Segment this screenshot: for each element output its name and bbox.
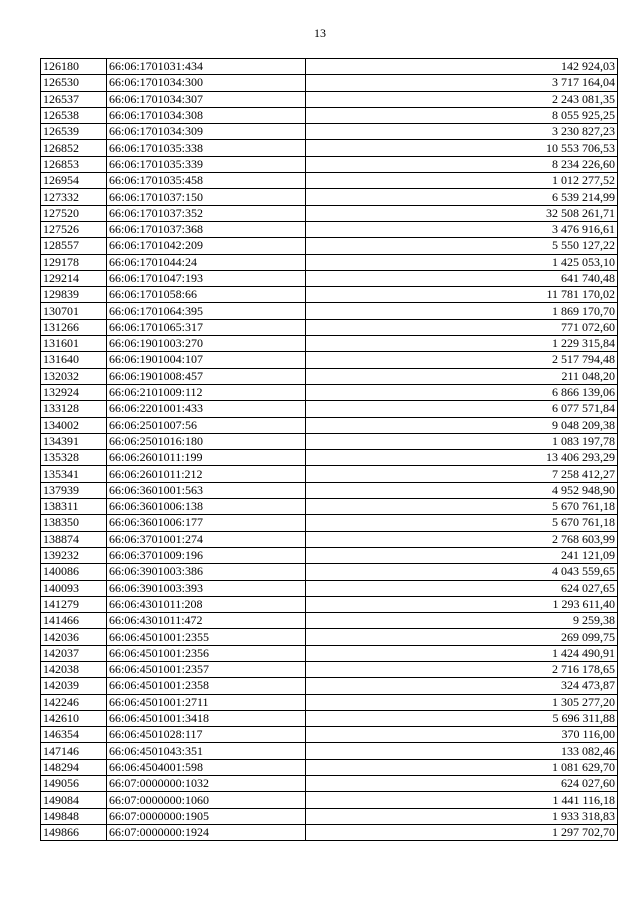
- table-row: [41, 75, 618, 91]
- table-row: [41, 189, 618, 205]
- table-row: [41, 645, 618, 661]
- cadastral-number-cell: 66:06:1701065:317: [107, 319, 306, 335]
- table-row: [41, 303, 618, 319]
- cadastral-number-cell: 66:06:1901003:270: [107, 336, 306, 352]
- table-row: [41, 547, 618, 563]
- row-id-cell: 131601: [41, 336, 107, 352]
- cadastral-number-cell: 66:06:4501001:2358: [107, 678, 306, 694]
- cadastral-number-cell: 66:06:1701035:458: [107, 173, 306, 189]
- value-cell: 1 441 116,18: [306, 792, 618, 808]
- row-id-cell: 149848: [41, 808, 107, 824]
- table-row: [41, 140, 618, 156]
- value-cell: 1 297 702,70: [306, 824, 618, 840]
- value-cell: 5 550 127,22: [306, 238, 618, 254]
- cadastral-number-cell: 66:07:0000000:1924: [107, 824, 306, 840]
- cadastral-number-cell: 66:06:1701034:307: [107, 91, 306, 107]
- row-id-cell: 127526: [41, 221, 107, 237]
- value-cell: 2 243 081,35: [306, 91, 618, 107]
- value-cell: 4 043 559,65: [306, 564, 618, 580]
- cadastral-number-cell: 66:06:4501043:351: [107, 743, 306, 759]
- cadastral-number-cell: 66:06:3601006:138: [107, 499, 306, 515]
- value-cell: 269 099,75: [306, 629, 618, 645]
- table-row: [41, 564, 618, 580]
- value-cell: 2 716 178,65: [306, 661, 618, 677]
- table-row: [41, 352, 618, 368]
- cadastral-number-cell: 66:06:1701064:395: [107, 303, 306, 319]
- cadastral-number-cell: 66:06:1701044:24: [107, 254, 306, 270]
- row-id-cell: 133128: [41, 401, 107, 417]
- row-id-cell: 147146: [41, 743, 107, 759]
- cadastral-number-cell: 66:06:1701058:66: [107, 287, 306, 303]
- row-id-cell: 129214: [41, 270, 107, 286]
- table-row: [41, 727, 618, 743]
- row-id-cell: 126538: [41, 107, 107, 123]
- row-id-cell: 132032: [41, 368, 107, 384]
- row-id-cell: 140093: [41, 580, 107, 596]
- table-row: [41, 694, 618, 710]
- value-cell: 5 696 311,88: [306, 710, 618, 726]
- cadastral-number-cell: 66:06:1701034:308: [107, 107, 306, 123]
- value-cell: 8 055 925,25: [306, 107, 618, 123]
- cadastral-number-cell: 66:06:2101009:112: [107, 384, 306, 400]
- table-row: [41, 59, 618, 75]
- value-cell: 211 048,20: [306, 368, 618, 384]
- table-row: [41, 450, 618, 466]
- cadastral-number-cell: 66:06:4501001:2355: [107, 629, 306, 645]
- row-id-cell: 132924: [41, 384, 107, 400]
- row-id-cell: 149866: [41, 824, 107, 840]
- row-id-cell: 127332: [41, 189, 107, 205]
- cadastral-number-cell: 66:06:1701031:434: [107, 59, 306, 75]
- table-row: [41, 205, 618, 221]
- value-cell: 2 517 794,48: [306, 352, 618, 368]
- value-cell: 5 670 761,18: [306, 499, 618, 515]
- cadastral-number-cell: 66:06:4501001:2356: [107, 645, 306, 661]
- value-cell: 10 553 706,53: [306, 140, 618, 156]
- row-id-cell: 142610: [41, 710, 107, 726]
- table-row: [41, 629, 618, 645]
- cadastral-number-cell: 66:06:1701042:209: [107, 238, 306, 254]
- cadastral-number-cell: 66:06:2601011:212: [107, 466, 306, 482]
- table-row: [41, 499, 618, 515]
- value-cell: 6 077 571,84: [306, 401, 618, 417]
- value-cell: 771 072,60: [306, 319, 618, 335]
- value-cell: 2 768 603,99: [306, 531, 618, 547]
- cadastral-number-cell: 66:07:0000000:1905: [107, 808, 306, 824]
- table-row: [41, 270, 618, 286]
- table-row: [41, 91, 618, 107]
- row-id-cell: 142037: [41, 645, 107, 661]
- cadastral-number-cell: 66:06:3901003:386: [107, 564, 306, 580]
- row-id-cell: 138311: [41, 499, 107, 515]
- value-cell: 1 425 053,10: [306, 254, 618, 270]
- row-id-cell: 130701: [41, 303, 107, 319]
- table-row: [41, 661, 618, 677]
- table-row: [41, 824, 618, 840]
- cadastral-number-cell: 66:06:3901003:393: [107, 580, 306, 596]
- row-id-cell: 149084: [41, 792, 107, 808]
- row-id-cell: 148294: [41, 759, 107, 775]
- row-id-cell: 138874: [41, 531, 107, 547]
- value-cell: 324 473,87: [306, 678, 618, 694]
- value-cell: 1 933 318,83: [306, 808, 618, 824]
- value-cell: 6 539 214,99: [306, 189, 618, 205]
- cadastral-number-cell: 66:06:4501028:117: [107, 727, 306, 743]
- row-id-cell: 139232: [41, 547, 107, 563]
- value-cell: 1 081 629,70: [306, 759, 618, 775]
- table-row: [41, 368, 618, 384]
- cadastral-number-cell: 66:06:1701037:368: [107, 221, 306, 237]
- cadastral-number-cell: 66:06:2501016:180: [107, 433, 306, 449]
- cadastral-number-cell: 66:06:3701009:196: [107, 547, 306, 563]
- row-id-cell: 149056: [41, 776, 107, 792]
- value-cell: 1 424 490,91: [306, 645, 618, 661]
- row-id-cell: 141466: [41, 613, 107, 629]
- cadastral-number-cell: 66:06:1901004:107: [107, 352, 306, 368]
- row-id-cell: 126954: [41, 173, 107, 189]
- value-cell: 641 740,48: [306, 270, 618, 286]
- row-id-cell: 129178: [41, 254, 107, 270]
- table-row: [41, 710, 618, 726]
- table-body: [41, 59, 618, 841]
- table-row: [41, 808, 618, 824]
- cadastral-number-cell: 66:07:0000000:1032: [107, 776, 306, 792]
- table-row: [41, 336, 618, 352]
- value-cell: 1 229 315,84: [306, 336, 618, 352]
- cadastral-number-cell: 66:06:1701037:352: [107, 205, 306, 221]
- value-cell: 1 012 277,52: [306, 173, 618, 189]
- row-id-cell: 128557: [41, 238, 107, 254]
- cadastral-number-cell: 66:06:1701035:338: [107, 140, 306, 156]
- table-row: [41, 613, 618, 629]
- value-cell: 13 406 293,29: [306, 450, 618, 466]
- value-cell: 3 230 827,23: [306, 124, 618, 140]
- table-row: [41, 433, 618, 449]
- cadastral-number-cell: 66:06:4301011:208: [107, 596, 306, 612]
- row-id-cell: 126853: [41, 156, 107, 172]
- cadastral-number-cell: 66:07:0000000:1060: [107, 792, 306, 808]
- value-cell: 1 869 170,70: [306, 303, 618, 319]
- value-cell: 133 082,46: [306, 743, 618, 759]
- row-id-cell: 140086: [41, 564, 107, 580]
- table-row: [41, 482, 618, 498]
- table-row: [41, 466, 618, 482]
- value-cell: 624 027,65: [306, 580, 618, 596]
- cadastral-number-cell: 66:06:3601001:563: [107, 482, 306, 498]
- value-cell: 6 866 139,06: [306, 384, 618, 400]
- cadastral-number-cell: 66:06:3701001:274: [107, 531, 306, 547]
- cadastral-number-cell: 66:06:1901008:457: [107, 368, 306, 384]
- cadastral-number-cell: 66:06:1701034:300: [107, 75, 306, 91]
- table-row: [41, 107, 618, 123]
- value-cell: 241 121,09: [306, 547, 618, 563]
- row-id-cell: 146354: [41, 727, 107, 743]
- table-row: [41, 287, 618, 303]
- value-cell: 370 116,00: [306, 727, 618, 743]
- table-row: [41, 401, 618, 417]
- value-cell: 142 924,03: [306, 59, 618, 75]
- cadastral-number-cell: 66:06:1701047:193: [107, 270, 306, 286]
- row-id-cell: 137939: [41, 482, 107, 498]
- value-cell: 5 670 761,18: [306, 515, 618, 531]
- cadastral-number-cell: 66:06:4301011:472: [107, 613, 306, 629]
- cadastral-number-cell: 66:06:2501007:56: [107, 417, 306, 433]
- cadastral-number-cell: 66:06:4501001:3418: [107, 710, 306, 726]
- value-cell: 1 305 277,20: [306, 694, 618, 710]
- table-row: [41, 254, 618, 270]
- table-row: [41, 124, 618, 140]
- row-id-cell: 129839: [41, 287, 107, 303]
- row-id-cell: 126852: [41, 140, 107, 156]
- value-cell: 1 083 197,78: [306, 433, 618, 449]
- row-id-cell: 142246: [41, 694, 107, 710]
- cadastral-number-cell: 66:06:4501001:2357: [107, 661, 306, 677]
- data-table: [40, 58, 618, 841]
- table-row: [41, 417, 618, 433]
- cadastral-number-cell: 66:06:4504001:598: [107, 759, 306, 775]
- row-id-cell: 126539: [41, 124, 107, 140]
- row-id-cell: 126180: [41, 59, 107, 75]
- value-cell: 4 952 948,90: [306, 482, 618, 498]
- row-id-cell: 126537: [41, 91, 107, 107]
- row-id-cell: 141279: [41, 596, 107, 612]
- row-id-cell: 134002: [41, 417, 107, 433]
- table-row: [41, 531, 618, 547]
- page-number: 13: [314, 26, 326, 40]
- cadastral-number-cell: 66:06:1701037:150: [107, 189, 306, 205]
- value-cell: 9 259,38: [306, 613, 618, 629]
- cadastral-number-cell: 66:06:1701035:339: [107, 156, 306, 172]
- table-row: [41, 156, 618, 172]
- row-id-cell: 142038: [41, 661, 107, 677]
- value-cell: 11 781 170,02: [306, 287, 618, 303]
- cadastral-number-cell: 66:06:4501001:2711: [107, 694, 306, 710]
- row-id-cell: 127520: [41, 205, 107, 221]
- value-cell: 9 048 209,38: [306, 417, 618, 433]
- table-row: [41, 238, 618, 254]
- value-cell: 624 027,60: [306, 776, 618, 792]
- value-cell: 1 293 611,40: [306, 596, 618, 612]
- row-id-cell: 142039: [41, 678, 107, 694]
- cadastral-number-cell: 66:06:2201001:433: [107, 401, 306, 417]
- table-row: [41, 596, 618, 612]
- table-row: [41, 678, 618, 694]
- value-cell: 7 258 412,27: [306, 466, 618, 482]
- row-id-cell: 135328: [41, 450, 107, 466]
- table-row: [41, 792, 618, 808]
- value-cell: 8 234 226,60: [306, 156, 618, 172]
- value-cell: 3 476 916,61: [306, 221, 618, 237]
- table-row: [41, 173, 618, 189]
- cadastral-number-cell: 66:06:3601006:177: [107, 515, 306, 531]
- row-id-cell: 131640: [41, 352, 107, 368]
- table-row: [41, 759, 618, 775]
- row-id-cell: 126530: [41, 75, 107, 91]
- cadastral-number-cell: 66:06:1701034:309: [107, 124, 306, 140]
- value-cell: 32 508 261,71: [306, 205, 618, 221]
- value-cell: 3 717 164,04: [306, 75, 618, 91]
- row-id-cell: 135341: [41, 466, 107, 482]
- table-row: [41, 384, 618, 400]
- table-row: [41, 743, 618, 759]
- table-row: [41, 515, 618, 531]
- table-row: [41, 221, 618, 237]
- table-row: [41, 319, 618, 335]
- row-id-cell: 138350: [41, 515, 107, 531]
- cadastral-number-cell: 66:06:2601011:199: [107, 450, 306, 466]
- row-id-cell: 142036: [41, 629, 107, 645]
- table-row: [41, 580, 618, 596]
- row-id-cell: 134391: [41, 433, 107, 449]
- row-id-cell: 131266: [41, 319, 107, 335]
- table-row: [41, 776, 618, 792]
